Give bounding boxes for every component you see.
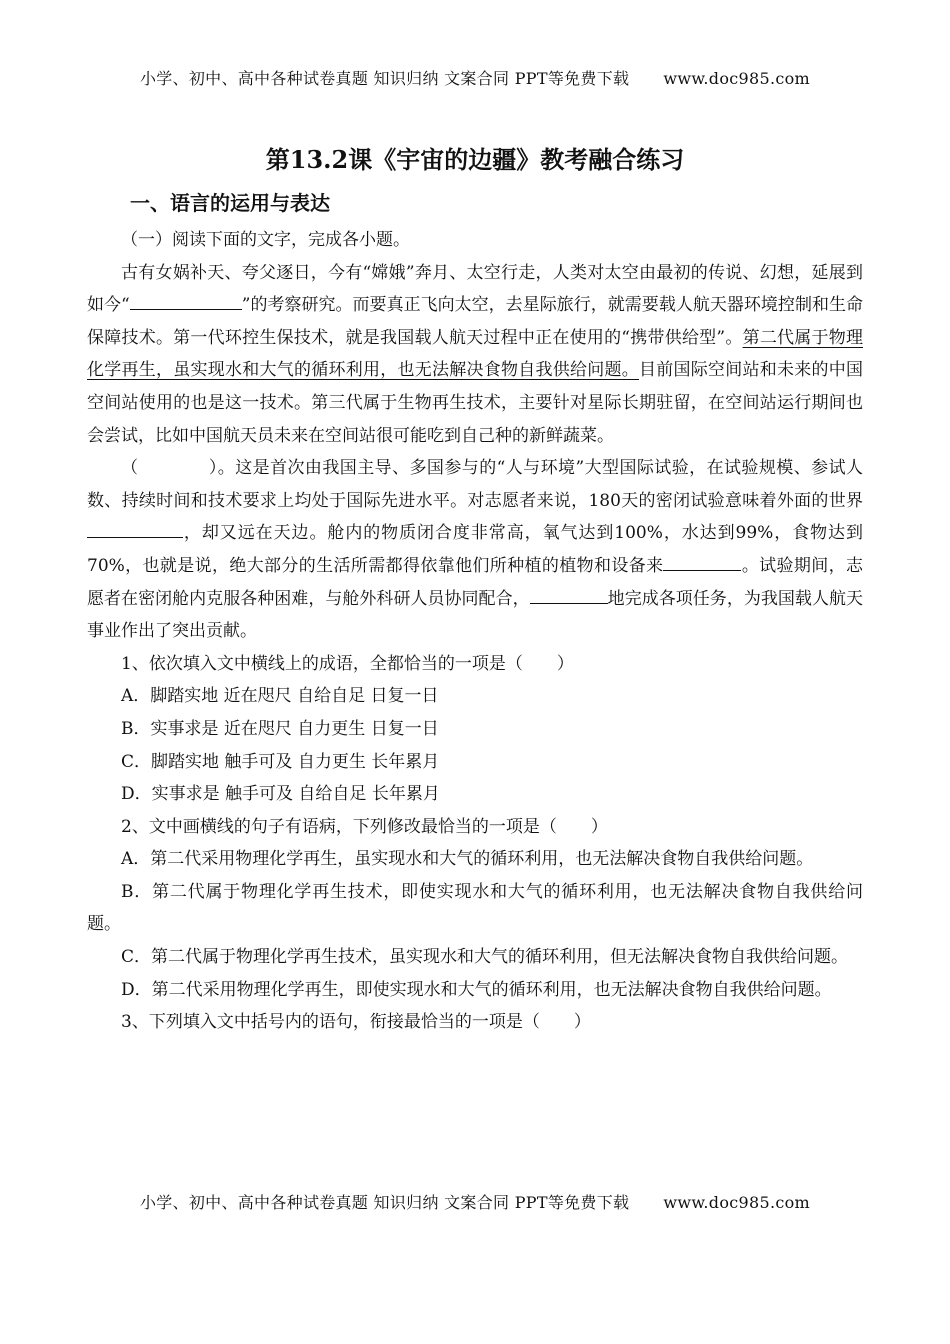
page-footer bbox=[0, 1190, 950, 1213]
question-1-option-b[interactable]: B．实事求是 近在咫尺 自力更生 日复一日 bbox=[121, 718, 439, 739]
passage-paragraph-1: 古有女娲补天、夸父逐日，今有“嫦娥”奔月、太空行走，人类对太空由最初的传说、幻想，延展到如今“ ”的考察研究。而要真正飞向太空，去星际旅行，就需要载人航天器环境控制和生命保障技术。第一代环控生保技术，就是我国载人航天过程中正在使用的“携带供给型”。第二代属于物理化学再生，虽实现水和大气的循环利用，也无法解决食物自我供给问题。目前国际空间站和未来的中国空间站使用的也是这一技术。第三代属于生物再生技术，主要针对星际长期驻留，在空间站运行期间也会尝试，比如中国航天员未来在空间站很可能吃到自己种的新鲜蔬菜。 bbox=[87, 262, 863, 446]
section-heading: 一、语言的运用与表达 bbox=[130, 191, 330, 215]
question-3-stem: 3、下列填入文中括号内的语句，衔接最恰当的一项是（ ） bbox=[121, 1012, 591, 1033]
reading-instruction: （一）阅读下面的文字，完成各小题。 bbox=[121, 230, 410, 250]
blank-4 bbox=[530, 585, 608, 604]
question-2-option-b[interactable]: B．第二代属于物理化学再生技术，即使实现水和大气的循环利用，也无法解决食物自我供给问题。 bbox=[87, 881, 863, 935]
page-header bbox=[0, 66, 950, 89]
question-1-stem: 1、依次填入文中横线上的成语，全都恰当的一项是（ ） bbox=[121, 653, 574, 674]
question-2-stem: 2、文中画横线的句子有语病，下列修改最恰当的一项是（ ） bbox=[121, 816, 608, 837]
question-2-option-d[interactable]: D．第二代采用物理化学再生，即使实现水和大气的循环利用，也无法解决食物自我供给问题。 bbox=[121, 979, 832, 1000]
question-2-option-c[interactable]: C．第二代属于物理化学再生技术，虽实现水和大气的循环利用，但无法解决食物自我供给问题。 bbox=[121, 947, 849, 968]
passage-paragraph-2: （ ）。这是首次由我国主导、多国参与的“人与环境”大型国际试验，在试验规模、参试人数、持续时间和技术要求上均处于国际先进水平。对志愿者来说，180天的密闭试验意味着外面的世界，却又远在天边。舱内的物质闭合度非常高，氧气达到100%，水达到99%，食物达到70%，也就是说，绝大部分的生活所需都得依靠他们所种植的植物和设备来 。试验期间，志愿者在密闭舱内克服各种困难，与舱外科研人员协同配合， 地完成各项任务，为我国载人航天事业作出了突出贡献。 bbox=[87, 458, 864, 642]
question-1-option-a[interactable]: A．脚踏实地 近在咫尺 自给自足 日复一日 bbox=[121, 686, 439, 707]
header-url[interactable]: www.doc985.com bbox=[663, 69, 811, 88]
question-2-option-a[interactable]: A．第二代采用物理化学再生，虽实现水和大气的循环利用，也无法解决食物自我供给问题。 bbox=[121, 849, 814, 870]
question-1-option-c[interactable]: C．脚踏实地 触手可及 自力更生 长年累月 bbox=[121, 751, 440, 772]
document-body bbox=[87, 224, 863, 1039]
footer-text: 小学、初中、高中各种试卷真题 知识归纳 文案合同 PPT等免费下载 bbox=[139, 1193, 630, 1212]
blank-3 bbox=[663, 552, 741, 571]
page-title: 第13.2课《宇宙的边疆》教考融合练习 bbox=[265, 145, 685, 174]
blank-2 bbox=[87, 519, 183, 538]
blank-1 bbox=[130, 291, 242, 310]
underlined-sentence: 第二代属于物理化学再生，虽实现水和大气的循环利用，也无法解决食物自我供给问题。 bbox=[87, 327, 863, 381]
question-1-option-d[interactable]: D．实事求是 触手可及 自给自足 长年累月 bbox=[121, 784, 440, 805]
footer-url[interactable]: www.doc985.com bbox=[663, 1193, 811, 1212]
header-text: 小学、初中、高中各种试卷真题 知识归纳 文案合同 PPT等免费下载 bbox=[139, 69, 630, 88]
